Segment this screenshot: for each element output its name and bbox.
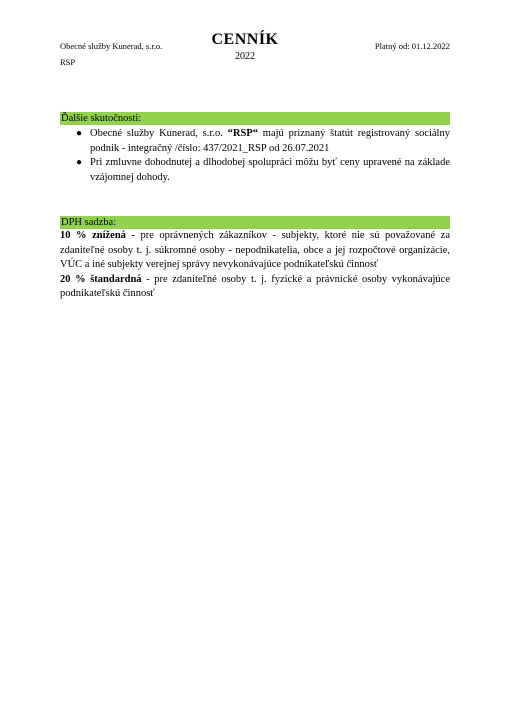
- company-abbr: RSP: [60, 57, 76, 67]
- vat-rate-reduced: [60, 229, 450, 273]
- list-item: ● Obecné služby Kunerad, s.r.o. “RSP“ majú priznaný štatút registrovaný sociálny podnik - integračný /číslo: 437/2021_RSP od 26.07.2021: [76, 128, 450, 154]
- section-heading-vat: DPH sadzba:: [60, 216, 450, 229]
- bullet-icon: ●: [76, 128, 83, 139]
- vat-rate-reduced-text: - pre oprávnených zákazníkov - subjekty, ktoré nie sú považované za zdaniteľné osoby t. j. súkromné osoby - nepodnikatelia, obce a jej rozpočtové organizácie, VÚC a iné subjekty verejnej správy nevykonávajúce podnikateľskú činnosť: [60, 230, 450, 270]
- section-heading-facts: Ďalšie skutočnosti:: [60, 112, 450, 125]
- vat-rate-standard: [60, 273, 450, 302]
- page-year: 2022: [235, 51, 255, 62]
- section-vat-rates: [60, 216, 450, 302]
- header-company-block: [60, 38, 162, 70]
- bullet-icon: ●: [76, 157, 83, 168]
- vat-rate-standard-label: 20 % štandardná: [60, 273, 142, 285]
- company-name: Obecné služby Kunerad, s.r.o.: [60, 41, 163, 51]
- list-item: ● Pri zmluvne dohodnutej a dlhodobej spolupráci môžu byť ceny upravené na základe vzájomnej dohody.: [76, 157, 450, 183]
- valid-from: Platný od: 01.12.2022: [374, 41, 450, 51]
- rsp-label: “RSP“: [227, 128, 258, 139]
- vat-rate-reduced-label: 10 % znížená: [60, 230, 126, 241]
- vat-rate-standard-text: - pre zdaniteľné osoby t. j. fyzické a právnické osoby vykonávajúce podnikateľskú činnosť: [60, 273, 450, 299]
- facts-list: [60, 127, 450, 185]
- section-additional-facts: [60, 112, 450, 185]
- page-title: CENNÍK: [211, 31, 279, 48]
- header-title-block: [200, 30, 290, 64]
